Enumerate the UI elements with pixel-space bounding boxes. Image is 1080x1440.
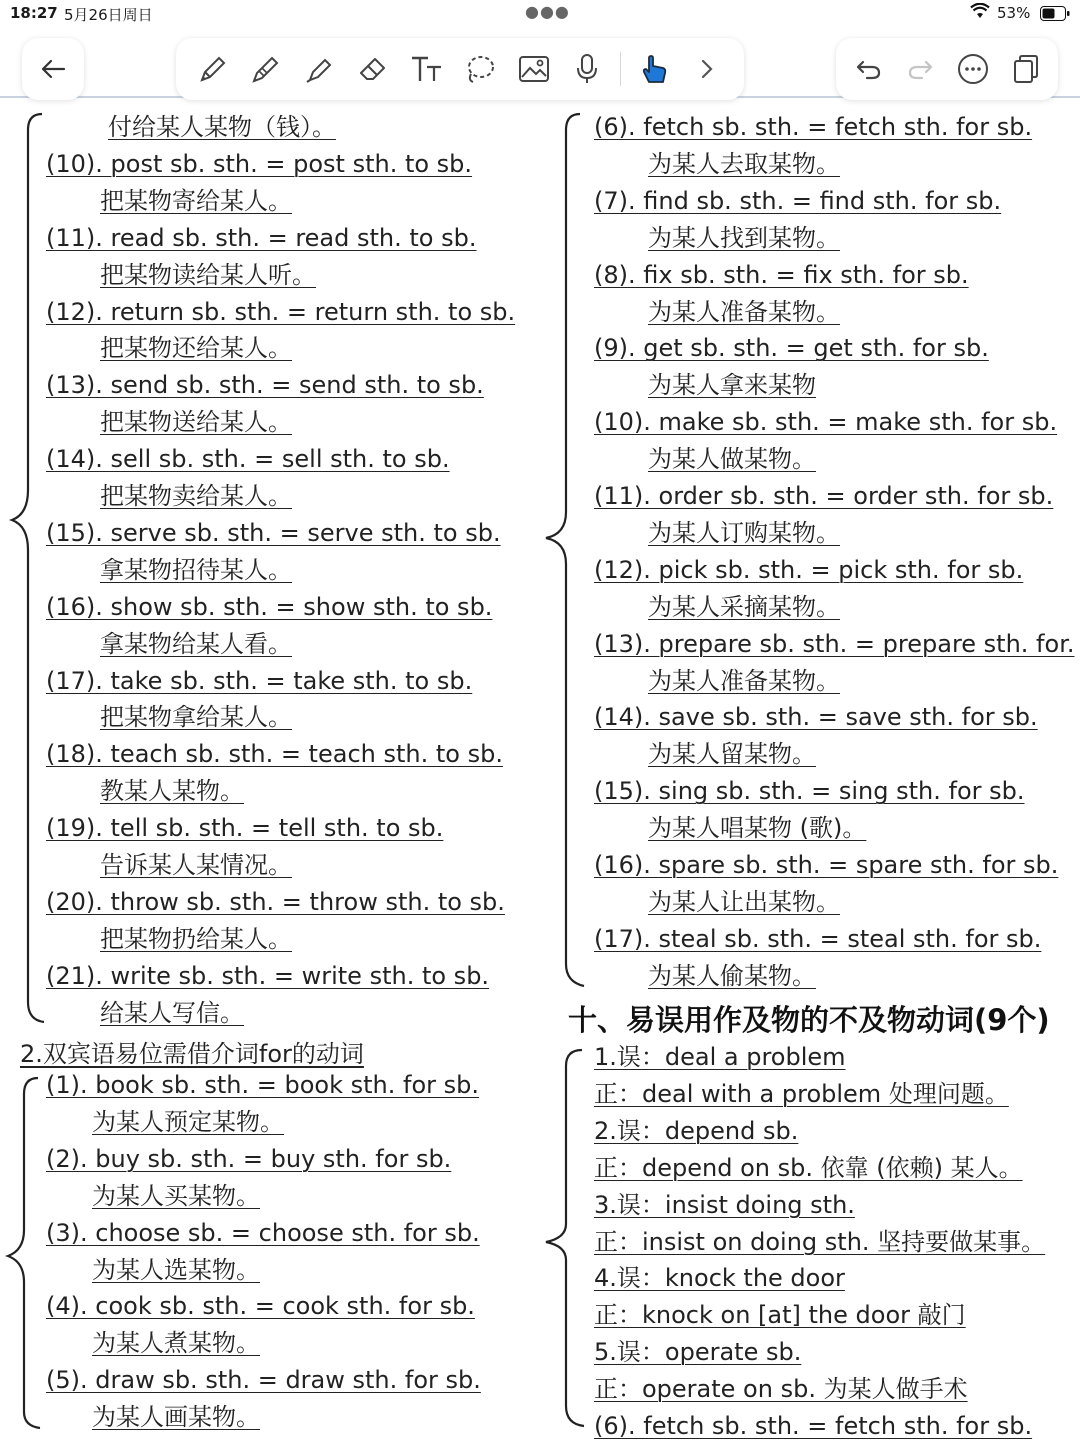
toolbar-divider [620,52,621,86]
chevron-right-icon[interactable] [686,48,728,90]
note-line: (14). save sb. sth. = save sth. for sb. [594,703,1038,732]
image-icon[interactable] [513,48,555,90]
note-line: (16). spare sb. sth. = spare sth. for sb. [594,851,1059,879]
note-line: 为某人去取某物。 [648,149,840,178]
note-line: (15). serve sb. sth. = serve sth. to sb. [46,518,501,547]
note-line: 教某人某物。 [100,777,244,806]
undo-icon[interactable] [847,48,889,90]
note-line: (13). prepare sb. sth. = prepare sth. for. [594,629,1075,658]
note-line: 正：depend on sb. 依靠 (依赖) 某人。 [594,1153,1023,1182]
note-line: 把某物还给某人。 [100,334,292,363]
note-line: 为某人准备某物。 [648,297,840,326]
note-line: (1). book sb. sth. = book sth. for sb. [46,1071,480,1099]
note-line: 为某人让出某物。 [648,887,840,916]
more-icon[interactable] [952,48,994,90]
note-line: (16). show sb. sth. = show sth. to sb. [46,592,493,621]
note-line: (3). choose sb. = choose sth. for sb. [46,1218,480,1247]
note-line: 为某人预定某物。 [92,1107,284,1136]
note-line: 为某人唱某物 (歌)。 [648,814,867,843]
tool-palette [176,38,744,100]
note-line: 为某人偷某物。 [648,961,816,990]
wifi-icon [970,3,990,23]
note-line: 4.误：knock the door [594,1264,845,1293]
note-line: 为某人找到某物。 [648,223,840,252]
note-line: (17). steal sb. sth. = steal sth. for sb. [594,924,1042,953]
note-line: (10). post sb. sth. = post sth. to sb. [46,149,473,178]
note-line: 为某人买某物。 [92,1181,260,1210]
note-line: (12). return sb. sth. = return sth. to sb. [46,297,516,326]
note-line: 把某物寄给某人。 [100,186,292,215]
note-line: (5). draw sb. sth. = draw sth. for sb. [46,1366,481,1395]
note-line: 正：deal with a problem 处理问题。 [594,1079,1009,1108]
microphone-icon[interactable] [566,48,608,90]
subsection-title: 2.双宾语易位需借介词for的动词 [20,1040,364,1068]
notebook-page[interactable] [0,100,1080,1440]
note-line: 正：insist on doing sth. 坚持要做某事。 [594,1227,1046,1256]
note-line: 为某人准备某物。 [648,666,840,695]
note-line: 5.误：operate sb. [594,1338,802,1367]
section-title: 十、易误用作及物的不及物动词(9个) [568,1003,1050,1037]
note-line: 1.误：deal a problem [594,1043,846,1071]
note-line: (17). take sb. sth. = take sth. to sb. [46,666,473,695]
status-bar [0,0,1080,28]
note-line: (13). send sb. sth. = send sth. to sb. [46,371,484,400]
note-line: (11). order sb. sth. = order sth. for sb. [594,482,1054,510]
note-line: 把某物拿给某人。 [100,703,292,732]
note-line: (21). write sb. sth. = write sth. to sb. [46,961,490,990]
note-line: (10). make sb. sth. = make sth. for sb. [594,408,1058,437]
pencil-icon[interactable] [245,48,287,90]
note-line: 为某人煮某物。 [92,1329,260,1358]
note-line: 为某人做某物。 [648,445,816,474]
battery-icon [1040,6,1070,25]
hand-touch-icon[interactable] [633,48,675,90]
note-line: 拿某物招待某人。 [100,555,292,584]
note-line: (11). read sb. sth. = read sth. to sb. [46,223,477,252]
pages-icon[interactable] [1005,48,1047,90]
note-line: (20). throw sb. sth. = throw sth. to sb. [46,887,505,916]
note-line: 付给某人某物（钱）。 [108,113,336,141]
text-tool-icon[interactable] [406,48,448,90]
note-line: (6). fetch sb. sth. = fetch sth. for sb. [594,1412,1033,1440]
note-line: 把某物扔给某人。 [100,924,292,953]
highlighter-icon[interactable] [299,48,341,90]
note-line: 2.误：depend sb. [594,1116,799,1145]
status-date: 5月26日周日 [64,6,153,24]
note-line: 为某人留某物。 [648,740,816,769]
note-line: 把某物送给某人。 [100,408,292,437]
note-line: 给某人写信。 [100,998,244,1027]
note-line: (6). fetch sb. sth. = fetch sth. for sb. [594,113,1033,141]
note-line: (19). tell sb. sth. = tell sth. to sb. [46,814,444,843]
note-line: 为某人采摘某物。 [648,592,840,621]
note-line: 正：knock on [at] the door 敲门 [594,1301,966,1330]
note-line: 把某物读给某人听。 [100,260,316,289]
multitask-dots-icon[interactable]: ●●● [525,2,570,21]
note-line: 为某人拿来某物 [648,371,816,400]
note-line: (9). get sb. sth. = get sth. for sb. [594,334,989,363]
note-line: 拿某物给某人看。 [100,629,292,658]
redo-icon[interactable] [900,48,942,90]
note-line: (18). teach sb. sth. = teach sth. to sb. [46,740,503,769]
note-line: (15). sing sb. sth. = sing sth. for sb. [594,777,1025,806]
history-controls [836,38,1058,100]
eraser-icon[interactable] [352,48,394,90]
back-arrow-icon [32,48,74,90]
note-line: (8). fix sb. sth. = fix sth. for sb. [594,260,969,289]
note-line: 为某人订购某物。 [648,518,840,547]
note-line: (14). sell sb. sth. = sell sth. to sb. [46,445,450,474]
back-button[interactable] [22,38,84,100]
note-line: 正：operate on sb. 为某人做手术 [594,1375,968,1404]
pen-icon[interactable] [192,48,234,90]
note-line: 为某人画某物。 [92,1403,260,1432]
battery-percent: 53% [997,4,1031,22]
note-line: 告诉某人某情况。 [100,851,292,879]
note-line: 3.误：insist doing sth. [594,1190,855,1219]
note-line: (4). cook sb. sth. = cook sth. for sb. [46,1292,475,1321]
note-line: 把某物卖给某人。 [100,482,292,510]
note-line: 为某人选某物。 [92,1255,260,1284]
note-line: (2). buy sb. sth. = buy sth. for sb. [46,1144,452,1173]
note-line: (12). pick sb. sth. = pick sth. for sb. [594,555,1024,584]
note-line: (7). find sb. sth. = find sth. for sb. [594,186,1002,215]
toolbar [0,28,1080,98]
status-time: 18:27 [10,4,58,22]
lasso-icon[interactable] [459,48,501,90]
